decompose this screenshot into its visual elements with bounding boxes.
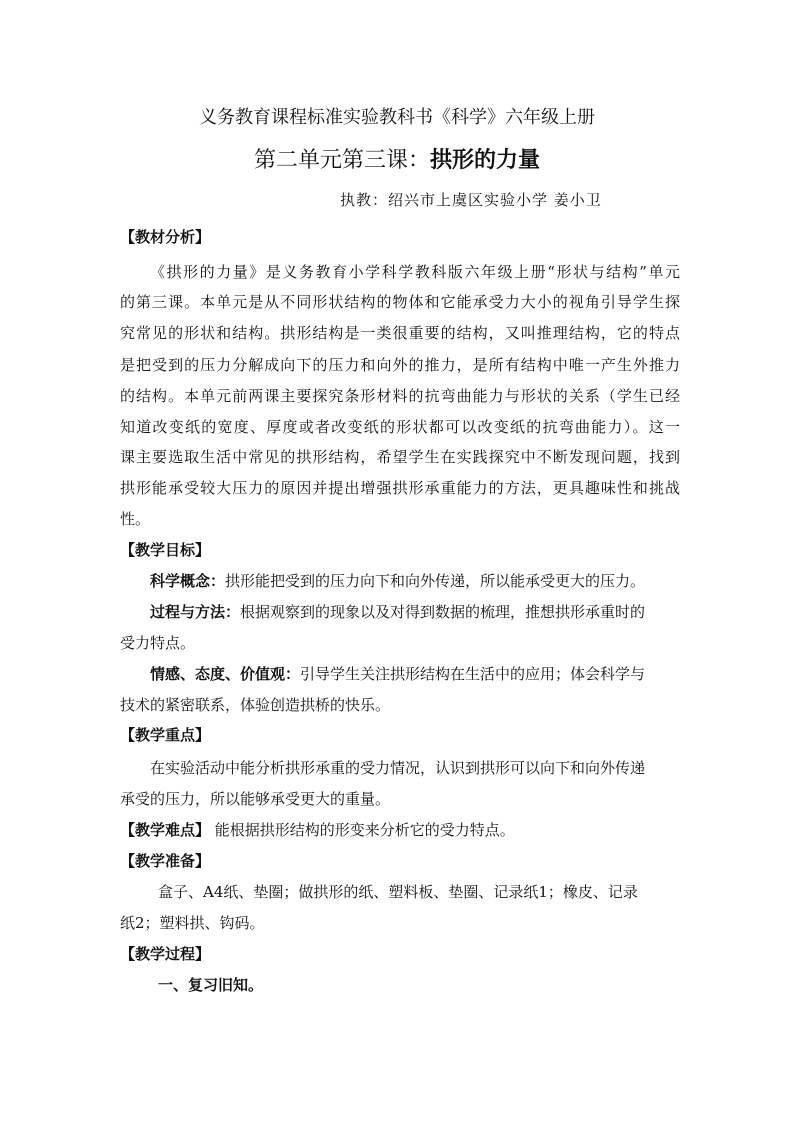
goal-concept-text: 拱形能把受到的压力向下和向外传递，所以能承受更大的压力。 (225, 572, 646, 590)
title-prefix: 第二单元第三课： (253, 148, 430, 173)
analysis-line: 课主要选取生活中常见的拱形结构，希望学生在实践探究中不断发现问题，找到 (120, 448, 680, 466)
keypoints-line: 在实验活动中能分析拱形承重的受力情况，认识到拱形可以向下和向外传递 (150, 759, 646, 777)
section-heading-process: 【教学过程】 (120, 945, 211, 963)
goal-process-text: 根据观察到的现象以及对得到数据的梳理，推想拱形承重时的 (240, 603, 646, 621)
document-subtitle: 义务教育课程标准实验教科书《科学》六年级上册 (199, 107, 595, 128)
goal-concept-label: 科学概念： (150, 572, 226, 590)
goal-emotion (150, 664, 645, 684)
section-heading-analysis: 【教材分析】 (120, 228, 211, 246)
section-heading-preparation: 【教学准备】 (120, 852, 211, 870)
goal-process (150, 602, 645, 622)
goal-concept (150, 571, 645, 591)
analysis-line: 究常见的形状和结构。拱形结构是一类很重要的结构，又叫推理结构，它的特点 (120, 324, 680, 342)
section-heading-keypoints: 【教学重点】 (120, 726, 211, 744)
document-title (0, 146, 794, 175)
difficulty-row (120, 820, 515, 840)
preparation-line: 纸2；塑料拱、钩码。 (120, 914, 265, 932)
process-step: 一、复习旧知。 (158, 976, 264, 994)
analysis-line: 的第三课。本单元是从不同形状结构的物体和它能承受力大小的视角引导学生探 (120, 293, 680, 311)
section-heading-goals: 【教学目标】 (120, 541, 211, 559)
author-line: 执教：绍兴市上虞区实验小学 姜小卫 (340, 191, 602, 209)
analysis-line: 《拱形的力量》是义务教育小学科学教科版六年级上册“形状与结构”单元 (150, 263, 680, 281)
difficulty-text: 能根据拱形结构的形变来分析它的受力特点。 (214, 821, 515, 839)
preparation-line: 盒子、A4纸、垫圈；做拱形的纸、塑料板、垫圈、记录纸1；橡皮、记录 (158, 883, 638, 901)
goal-process-continued: 受力特点。 (120, 634, 196, 652)
analysis-line: 的结构。本单元前两课主要探究条形材料的抗弯曲能力与形状的关系（学生已经 (120, 387, 680, 405)
analysis-line: 拱形能承受较大压力的原因并提出增强拱形承重能力的方法，更具趣味性和挑战 (120, 479, 680, 497)
analysis-line: 知道改变纸的宽度、厚度或者改变纸的形状都可以改变纸的抗弯曲能力）。这一 (120, 418, 680, 436)
keypoints-line: 承受的压力，所以能够承受更大的重量。 (120, 790, 391, 808)
goal-emotion-continued: 技术的紧密联系，体验创造拱桥的快乐。 (120, 696, 391, 714)
analysis-line: 是把受到的压力分解成向下的压力和向外的推力，是所有结构中唯一产生外推力 (120, 356, 680, 374)
section-heading-difficulty: 【教学难点】 (120, 821, 211, 839)
goal-emotion-label: 情感、态度、价值观： (150, 665, 301, 683)
goal-emotion-text: 引导学生关注拱形结构在生活中的应用；体会科学与 (300, 665, 646, 683)
title-main: 拱形的力量 (430, 147, 541, 173)
goal-process-label: 过程与方法： (150, 603, 241, 621)
analysis-line: 性。 (120, 510, 151, 528)
